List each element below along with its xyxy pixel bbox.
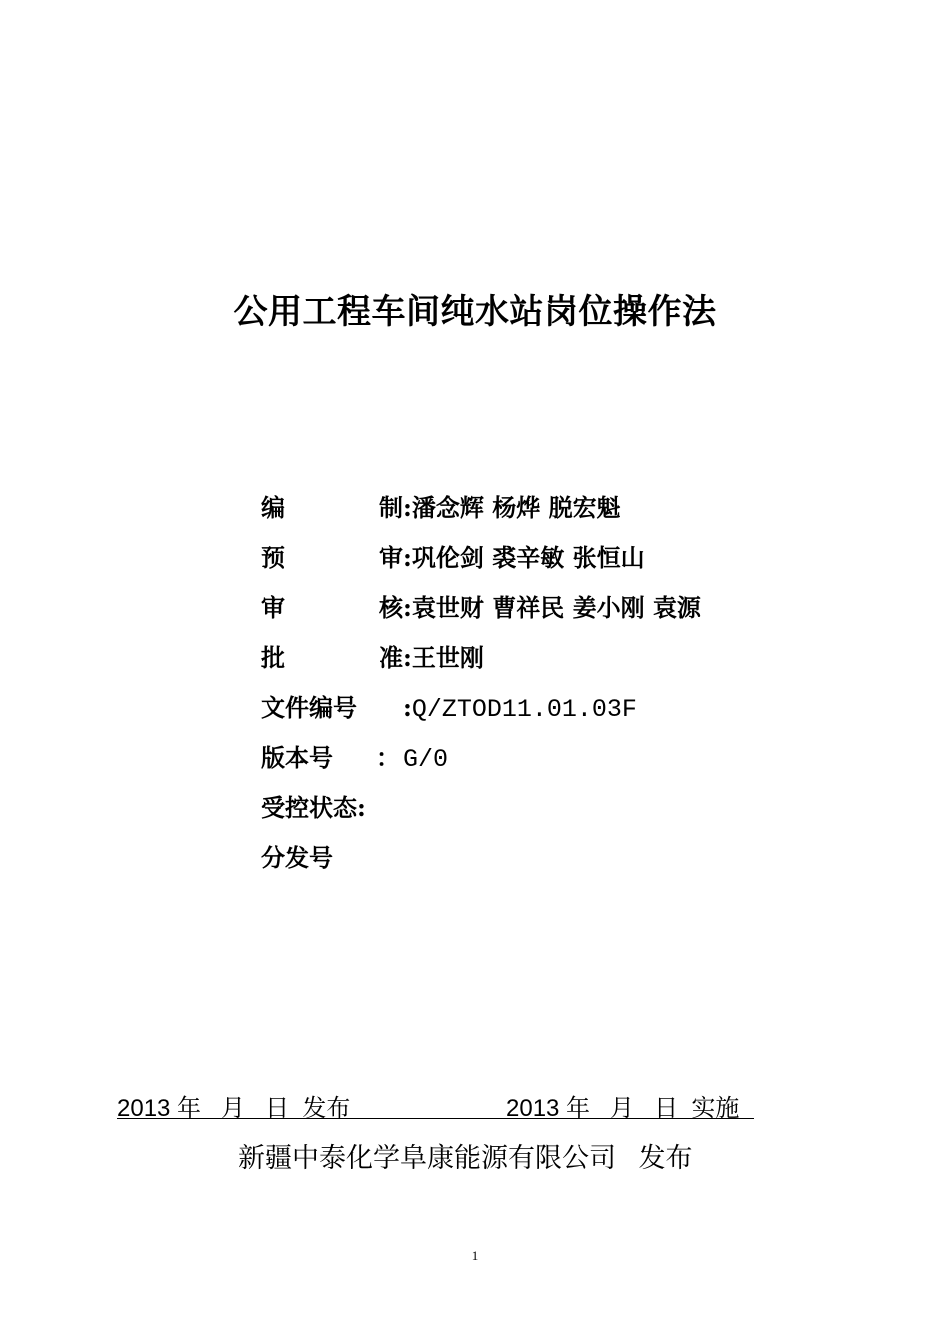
metadata-row-document-number [261,688,701,738]
metadata-value: 袁世财 曹祥民 姜小刚 袁源 [411,593,701,622]
page-number: 1 [471,1248,479,1263]
metadata-label: 批 准 [261,643,403,672]
metadata-label: 文件编号 [261,693,357,722]
metadata-value: Q/ZTOD11.01.03F [411,695,637,724]
document-metadata [261,488,701,888]
metadata-separator: : [403,643,412,672]
metadata-value: 巩伦剑 裘辛敏 张恒山 [411,543,645,572]
release-date: 2013 年 月 日 发布 [117,1095,351,1122]
metadata-row-version [261,738,701,788]
metadata-label: 审 核 [261,593,403,622]
metadata-separator: : [403,493,412,522]
metadata-value: G/0 [403,745,449,774]
metadata-separator: : [403,693,412,722]
document-title: 公用工程车间纯水站岗位操作法 [233,292,717,332]
metadata-row-review [261,588,701,638]
metadata-separator: : [403,593,412,622]
metadata-value: 潘念辉 杨烨 脱宏魁 [411,493,621,522]
metadata-row-control-status [261,788,701,838]
metadata-label: 分发号 [261,843,333,872]
metadata-label: 编 制 [261,493,403,522]
metadata-value: 王世刚 [411,643,484,672]
metadata-label: 受控状态 [261,793,357,822]
metadata-separator: ： [376,743,400,772]
metadata-row-distribution-number [261,838,701,888]
metadata-label: 版本号 [261,743,333,772]
metadata-separator: : [357,793,366,822]
publisher: 新疆中泰化学阜康能源有限公司 发布 [238,1143,693,1173]
date-line [117,1088,754,1122]
metadata-row-approval [261,638,701,688]
metadata-separator: : [403,543,412,572]
metadata-label: 预 审 [261,543,403,572]
metadata-row-pre-review [261,538,701,588]
metadata-row-author [261,488,701,538]
effective-date: 2013 年 月 日 实施 [506,1095,740,1122]
